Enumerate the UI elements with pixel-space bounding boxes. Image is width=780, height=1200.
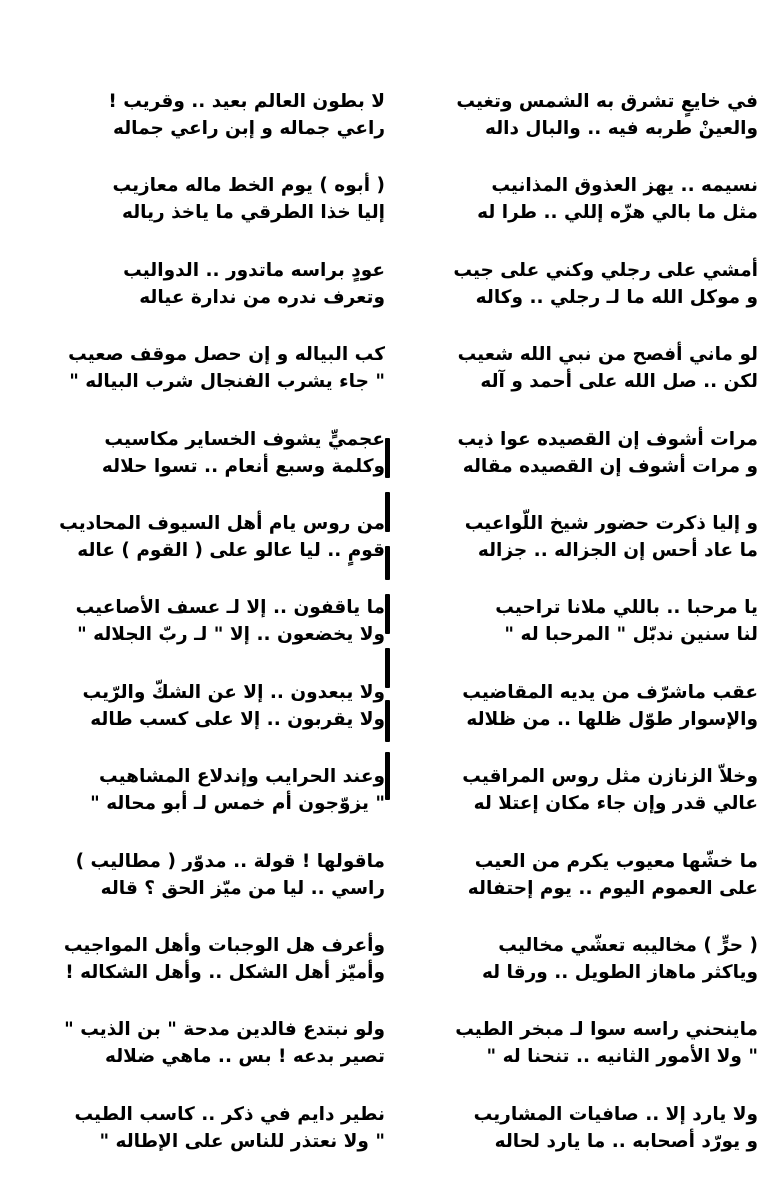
verse-line: لا بطون العالم بعيد .. وقريب ! bbox=[108, 91, 385, 112]
divider-segment bbox=[385, 492, 390, 532]
verse-line: وتعرف ندره من ندارة عياله bbox=[139, 286, 385, 308]
left-stanza bbox=[35, 426, 385, 510]
verse-line: عقب ماشرّف من يديه المقاضيب bbox=[462, 681, 758, 703]
verse-line: من روس يام أهل السيوف المحاديب bbox=[59, 512, 385, 534]
verse-line: ( أبوه ) يوم الخط ماله معازيب bbox=[112, 175, 385, 197]
left-stanza bbox=[35, 341, 385, 425]
right-stanza bbox=[418, 763, 758, 847]
verse-line: قومٍ .. ليا عالو على ( القوم ) عاله bbox=[77, 539, 385, 561]
divider-segment bbox=[385, 594, 390, 634]
right-stanza bbox=[418, 88, 758, 172]
verse-line: ولا يخضعون .. إلا " لـ ربّ الجلاله " bbox=[77, 624, 385, 646]
left-column bbox=[35, 88, 385, 1185]
verse-line: " جاء يشرب الفنجال شرب البياله " bbox=[69, 371, 385, 393]
verse-line: عالي قدر وإن جاء مكان إعتلا له bbox=[473, 793, 758, 815]
verse-line: لنا سنين ندبّل " المرحبا له " bbox=[504, 624, 758, 646]
verse-line: " ولا الأمور الثانيه .. تنحنا له " bbox=[486, 1046, 758, 1068]
verse-line: لو ماني أفصح من نبي الله شعيب bbox=[457, 344, 758, 366]
left-stanza bbox=[35, 88, 385, 172]
verse-line: وكلمة وسبع أنعام .. تسوا حلاله bbox=[101, 455, 385, 477]
verse-line: إليا خذا الطرقي ما ياخذ رياله bbox=[121, 202, 385, 224]
verse-line: ماينحني راسه سوا لـ مبخر الطيب bbox=[455, 1019, 758, 1041]
right-stanza bbox=[418, 257, 758, 341]
verse-line: راسي .. ليا من ميّز الحق ؟ قاله bbox=[100, 877, 385, 899]
verse-line: وخلاّ الزنازن مثل روس المراقيب bbox=[462, 766, 758, 788]
verse-line: يا مرحبا .. باللي ملانا تراحيب bbox=[495, 597, 758, 619]
divider-segment bbox=[385, 438, 390, 478]
verse-line: كب البياله و إن حصل موقف صعيب bbox=[68, 344, 385, 366]
right-stanza bbox=[418, 341, 758, 425]
verse-line: عجميٍّ يشوف الخساير مكاسيب bbox=[104, 428, 385, 450]
verse-line: ما ياقفون .. إلا لـ عسف الأصاعيب bbox=[75, 597, 385, 619]
verse-line: ما خشّها معيوب يكرم من العيب bbox=[474, 850, 758, 872]
right-stanza bbox=[418, 172, 758, 256]
left-stanza bbox=[35, 172, 385, 256]
verse-line: نطير دايم في ذكر .. كاسب الطيب bbox=[74, 1103, 385, 1125]
verse-line: ولا يبعدون .. إلا عن الشكّ والرّيب bbox=[82, 681, 385, 703]
verse-line: ( حرٍّ ) مخاليبه تعشّي مخاليب bbox=[498, 934, 758, 956]
verse-line: والإسوار طوّل ظلها .. من ظلاله bbox=[466, 708, 758, 730]
verse-line: وأعرف هل الوجبات وأهل المواجيب bbox=[63, 934, 385, 956]
verse-line: مرات أشوف إن القصيده عوا ذيب bbox=[457, 428, 758, 450]
left-stanza bbox=[35, 679, 385, 763]
verse-line: " يزوّجون أم خمس لـ أبو محاله " bbox=[90, 793, 385, 815]
left-stanza bbox=[35, 594, 385, 678]
verse-line: و يورّد أصحابه .. ما يارد لحاله bbox=[494, 1130, 758, 1152]
divider-segment bbox=[385, 546, 390, 580]
right-stanza bbox=[418, 1016, 758, 1100]
verse-line: ما عاد أحس إن الجزاله .. جزاله bbox=[477, 539, 758, 561]
verse-line: أمشي على رجلي وكني على جيب bbox=[453, 259, 758, 281]
verse-line: وياكثر ماهاز الطويل .. ورقا له bbox=[481, 961, 758, 983]
right-stanza bbox=[418, 679, 758, 763]
divider-segment bbox=[385, 648, 390, 688]
verse-line: لكن .. صل الله على أحمد و آله bbox=[480, 371, 758, 393]
left-stanza bbox=[35, 1016, 385, 1100]
right-column bbox=[418, 88, 758, 1185]
verse-line: مثل ما بالي هزّه إللي .. طرا له bbox=[477, 202, 758, 224]
verse-line: في خايعٍ تشرق به الشمس وتغيب bbox=[456, 91, 758, 112]
verse-line: وعند الحرايب وإندلاع المشاهيب bbox=[98, 766, 385, 788]
verse-line: راعي جماله و إبن راعي جماله bbox=[112, 118, 385, 139]
right-stanza bbox=[418, 1101, 758, 1185]
left-stanza bbox=[35, 932, 385, 1016]
left-stanza bbox=[35, 763, 385, 847]
left-stanza bbox=[35, 1101, 385, 1185]
verse-line: ماقولها ! قولة .. مدوّر ( مطاليب ) bbox=[75, 850, 385, 872]
right-stanza bbox=[418, 932, 758, 1016]
verse-line: والعينْ طربه فيه .. والبال داله bbox=[484, 118, 758, 139]
right-stanza bbox=[418, 594, 758, 678]
left-stanza bbox=[35, 257, 385, 341]
verse-line: و إليا ذكرت حضور شيخ اللّواعيب bbox=[464, 512, 758, 534]
left-stanza bbox=[35, 848, 385, 932]
verse-line: و موكل الله ما لـ رجلي .. وكاله bbox=[475, 286, 758, 308]
verse-line: ولا يقربون .. إلا على كسب طاله bbox=[90, 708, 385, 730]
left-stanza bbox=[35, 510, 385, 594]
verse-line: نسيمه .. يهز العذوق المذانيب bbox=[491, 175, 758, 197]
verse-line: و مرات أشوف إن القصيده مقاله bbox=[462, 455, 758, 477]
verse-line: وأميّز أهل الشكل .. وأهل الشكاله ! bbox=[65, 961, 385, 983]
verse-line: ولا يارد إلا .. صافيات المشاريب bbox=[473, 1103, 758, 1125]
verse-line: عودٍ براسه ماتدور .. الدواليب bbox=[123, 259, 385, 281]
right-stanza bbox=[418, 510, 758, 594]
verse-line: ولو نبتدع فالدين مدحة " بن الذيب " bbox=[64, 1019, 385, 1041]
right-stanza bbox=[418, 848, 758, 932]
verse-line: " ولا نعتذر للناس على الإطاله " bbox=[99, 1130, 385, 1152]
divider-segment bbox=[385, 700, 390, 742]
verse-line: تصير بدعه ! بس .. ماهي ضلاله bbox=[105, 1046, 385, 1068]
right-stanza bbox=[418, 426, 758, 510]
verse-line: على العموم اليوم .. يوم إحتفاله bbox=[467, 877, 758, 899]
divider-segment bbox=[385, 752, 390, 800]
